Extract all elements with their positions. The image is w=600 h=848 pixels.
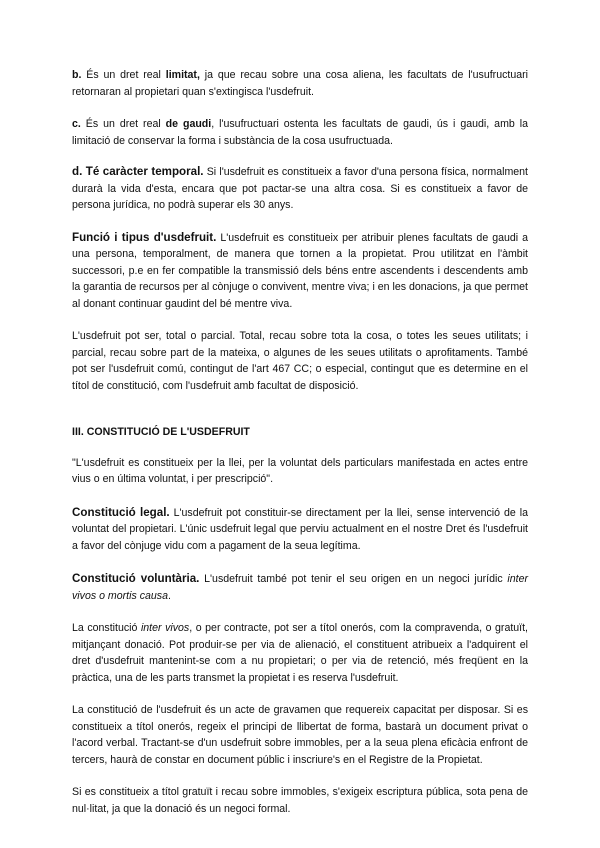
paragraph-constitucio-voluntaria (72, 571, 528, 604)
paragraph-text: La constitució de l'usdefruit és un acte de gravamen que requereix capacitat per disposar. Si es constitueix a títol onerós, regeix el principi de llibertat de forma, bastarà un document privat o l'acord verbal. Tractant-se d'un usdefruit sobre immobles, per a la seua plena eficàcia enfront de tercers, haurà de constar en document públic i inscriure's en el Registre de la Propietat. (72, 704, 528, 766)
subheading-voluntaria: Constitució voluntària. (72, 572, 200, 585)
paragraph-inter-vivos (72, 620, 528, 686)
item-label-b: b. (72, 69, 82, 81)
paragraph-text: Si l'usdefruit es constitueix a favor d'una persona física, normalment durarà la vida d'esta, encara que pot pactar-se una altra cosa. Si es constitueix a favor de persona jurídica, no podrà superar els 30 anys. (72, 166, 528, 211)
paragraph-total-parcial (72, 328, 528, 394)
paragraph-text: , o per contracte, pot ser a títol onerós, com la compravenda, o gratuït, mitjançant donació. Pot produir-se per via de alienació, el constituent atribueix a l'adquirent el dret d'usdefruit mantenint-se com a nu propietari; o per via de retenció, més freqüent en la pràctica, una de les parts transmet la propietat i es reserva l'usdefruit. (72, 622, 528, 684)
paragraph-gravamen (72, 702, 528, 768)
paragraph-text: L'usdefruit pot constituir-se directament per la llei, sense intervenció de la voluntat del propietari. L'únic usdefruit legal que perviu actualment en el nostre Dret és l'usdefruit a favor del cònjuge vidu com a pagament de la seua legítima. (72, 506, 528, 552)
italic-term: inter vivos (140, 622, 190, 634)
paragraph-text: , l'usufructuari ostenta les facultats de gaudi, ús i gaudi, amb la limitació de conservar la forma i substància de la cosa usufructuada. (72, 118, 528, 147)
subheading-funcio: Funció i tipus d'usdefruit. (72, 230, 217, 244)
paragraph-text: L'usdefruit també pot tenir el seu origen en un negoci jurídic (199, 573, 508, 585)
paragraph-text: . (167, 589, 171, 602)
subheading-legal: Constitució legal. (72, 505, 170, 519)
paragraph-text: És un dret real (80, 118, 166, 130)
paragraph-funcio-tipus (72, 230, 528, 313)
paragraph-limitat (72, 67, 528, 100)
paragraph-text: Si es constitueix a títol gratuït i recau sobre immobles, s'exigeix escriptura pública, sota pena de nul·litat, ja que la donació és un negoci formal. (72, 786, 528, 815)
paragraph-constitucio-legal (72, 505, 528, 555)
paragraph-titol-gratuit (72, 784, 528, 817)
section-heading: III. CONSTITUCIÓ DE L'USDEFRUIT (72, 426, 250, 438)
bold-term-gaudi: de gaudi (165, 118, 212, 130)
paragraph-text: La constitució (72, 622, 141, 634)
paragraph-gaudi (72, 116, 528, 149)
paragraph-text: És un dret real (81, 69, 166, 81)
paragraph-text: L'usdefruit pot ser, total o parcial. Total, recau sobre tota la cosa, o totes les seues utilitats; i parcial, recau sobre part de la mateixa, o algunes de les seues utilitats o aprofitaments. També pot ser l'usdefruit comú, contingut de l'art 467 CC; o especial, contingut que es determine en el títol de constitució, com l'usdefruit amb facultat de disposició. (72, 330, 528, 392)
item-label-d: d. Té caràcter temporal. (72, 165, 204, 178)
paragraph-text: L'usdefruit es constitueix per atribuir plenes facultats de gaudi a una persona, temporalment, de manera que tornen a la propietat. Prou utilitzat en l'àmbit successori, p.e en fer compatible la transmissió dels béns entre ascendents i descendents amb la garantia de recursos per al cònjuge o convivent, mentre viva; i en les donacions, ja que permet al donant continuar gaudint del bé mentre viva. (72, 231, 528, 310)
item-label-c: c. (72, 118, 81, 130)
italic-term: inter vivos o mortis causa (72, 573, 528, 602)
paragraph-quote (72, 455, 528, 488)
paragraph-temporal (72, 164, 528, 214)
paragraph-text: ja que recau sobre una cosa aliena, les facultats de l'usufructuari retornaran al propietari quan s'extingisca l'usdefruit. (72, 69, 528, 98)
paragraph-text: "L'usdefruit es constitueix per la llei, per la voluntat dels particulars manifestada en actes entre vius o en última voluntat, i per prescripció". (72, 456, 528, 485)
bold-term-limitat: limitat, (165, 69, 200, 81)
